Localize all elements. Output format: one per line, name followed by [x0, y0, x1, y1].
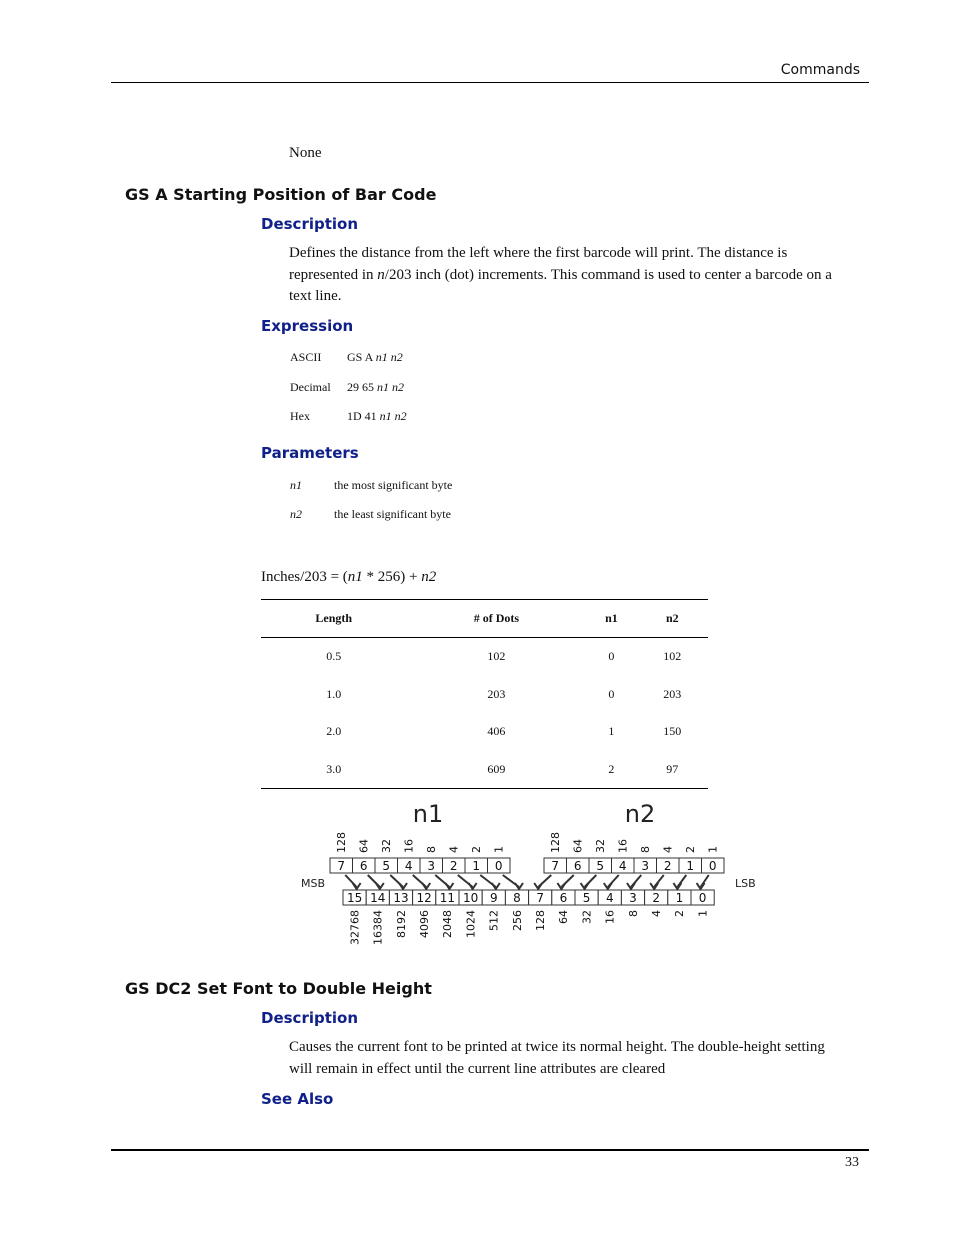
n2-label: n2 [624, 800, 656, 828]
expression-value: 29 65 [347, 380, 374, 394]
table-header-row [261, 600, 708, 638]
byte-weight-label: 8 [425, 846, 439, 853]
msb-label: MSB [301, 877, 326, 890]
table-cell: 1 [608, 724, 615, 739]
byte-weight-label: 32 [380, 839, 394, 853]
description-italic-n: n [377, 266, 385, 283]
running-header: Commands [780, 62, 860, 78]
description-text-1: Defines the distance from the left where the first barcode will print. The distance is represented in [289, 245, 788, 283]
header-rule [111, 82, 869, 83]
table-row [261, 638, 708, 676]
byte-weight-label: 128 [335, 832, 349, 853]
word-bit-label: 1 [675, 891, 684, 905]
word-weight-label: 16384 [371, 910, 385, 945]
table-cell: 97 [637, 751, 708, 789]
byte-weight-label: 4 [661, 846, 675, 853]
dots-table [261, 599, 708, 789]
byte-weight-label: 1 [706, 846, 720, 853]
word-bit-label: 2 [652, 891, 661, 905]
description-paragraph-2: Causes the current font to be printed at twice its normal height. The double-height setting will remain in effect until the current line attributes are cleared [289, 1039, 825, 1077]
section-title-gs-a: GS A Starting Position of Bar Code [125, 185, 437, 204]
formula [261, 569, 436, 586]
table-row [261, 676, 708, 714]
formula-n1: n1 [347, 569, 363, 585]
description-paragraph [289, 243, 849, 308]
bit-arrow [701, 875, 709, 887]
byte-weight-label: 64 [571, 839, 585, 853]
parameter-row-n2 [290, 507, 451, 522]
n1-label: n1 [412, 800, 444, 828]
word-bit-label: 14 [370, 891, 386, 905]
word-bit-label: 15 [346, 891, 363, 905]
word-weight-label: 32768 [348, 910, 362, 945]
byte-bit-label: 0 [708, 859, 717, 873]
word-weight-label: 4 [650, 910, 664, 917]
byte-bit-label: 3 [641, 859, 650, 873]
word-weight-label: 8192 [394, 910, 408, 938]
word-weight-label: 64 [557, 910, 571, 924]
word-bit-label: 11 [439, 891, 456, 905]
parameter-desc: the most significant byte [334, 478, 453, 492]
parameters-heading: Parameters [261, 444, 359, 462]
byte-bit-label: 1 [686, 859, 695, 873]
byte-bit-label: 6 [359, 859, 368, 873]
byte-bit-label: 4 [618, 859, 627, 873]
page-number: 33 [845, 1155, 859, 1170]
word-weight-label: 2048 [441, 910, 455, 938]
word-bit-label: 10 [462, 891, 479, 905]
byte-weight-label: 1 [492, 846, 506, 853]
table-cell: 203 [487, 686, 506, 701]
bit-order-diagram [260, 798, 768, 946]
expression-heading: Expression [261, 317, 354, 335]
word-bit-label: 8 [513, 891, 521, 905]
word-weight-label: 2 [673, 910, 687, 917]
word-weight-label: 128 [534, 910, 548, 931]
formula-middle: * 256) + [362, 569, 422, 585]
table-cell: 3.0 [261, 751, 407, 789]
word-bit-label: 6 [559, 891, 568, 905]
byte-weight-label: 16 [616, 839, 630, 853]
table-cell: 0.5 [326, 649, 342, 664]
word-bit-label: 0 [698, 891, 707, 905]
byte-weight-label: 2 [470, 846, 484, 853]
byte-bit-label: 5 [596, 859, 605, 873]
parameter-desc: the least significant byte [334, 507, 451, 521]
expression-label: Decimal [290, 380, 331, 394]
table-cell: 406 [487, 724, 506, 739]
table-cell: 609 [407, 751, 587, 789]
table-cell: 0 [608, 686, 615, 701]
table-cell: 2 [586, 751, 636, 789]
table-header: n2 [637, 600, 708, 638]
parameter-name: n2 [290, 507, 302, 521]
expression-args: n1 n2 [375, 350, 403, 364]
expression-row-decimal [290, 380, 404, 395]
table-cell: 203 [663, 686, 682, 701]
parameter-row-n1 [290, 478, 452, 493]
table-cell: 102 [663, 649, 682, 664]
parameter-name: n1 [290, 478, 302, 492]
byte-weight-label: 128 [549, 832, 563, 853]
footer-rule [111, 1149, 869, 1151]
table-header: Length [261, 600, 407, 638]
table-header: n1 [586, 600, 636, 638]
byte-bit-label: 7 [551, 859, 560, 873]
word-bit-label: 13 [393, 891, 409, 905]
word-bit-label: 4 [605, 891, 614, 905]
byte-weight-label: 64 [357, 839, 371, 853]
byte-weight-label: 2 [684, 846, 698, 853]
none-text: None [289, 145, 322, 161]
byte-bit-label: 1 [472, 859, 481, 873]
expression-value: GS A [347, 350, 373, 364]
word-bit-label: 5 [582, 891, 591, 905]
byte-weight-label: 8 [639, 846, 653, 853]
byte-bit-label: 7 [337, 859, 346, 873]
expression-args: n1 n2 [377, 380, 404, 394]
byte-bit-label: 6 [573, 859, 582, 873]
word-weight-label: 1024 [464, 910, 478, 938]
byte-bit-label: 0 [494, 859, 503, 873]
formula-prefix: Inches/203 = ( [261, 569, 348, 585]
word-weight-label: 256 [510, 910, 524, 931]
byte-bit-label: 5 [382, 859, 391, 873]
bit-arrow [677, 875, 686, 887]
expression-args: n1 n2 [379, 409, 407, 423]
description-heading: Description [261, 215, 359, 233]
word-bit-label: 3 [629, 891, 637, 905]
byte-weight-label: 16 [402, 839, 416, 853]
word-bit-label: 12 [416, 891, 432, 905]
table-row [261, 713, 708, 751]
word-weight-label: 512 [487, 910, 501, 931]
table-cell: 1.0 [326, 686, 342, 701]
byte-weight-label: 4 [447, 846, 461, 853]
table-cell: 2.0 [326, 724, 342, 739]
lsb-label: LSB [735, 877, 756, 890]
word-weight-label: 32 [580, 910, 594, 924]
word-weight-label: 4096 [418, 910, 432, 938]
table-cell: 150 [663, 724, 682, 739]
byte-bit-label: 2 [663, 859, 672, 873]
table-cell: 102 [487, 649, 506, 664]
byte-bit-label: 3 [427, 859, 436, 873]
description-text-2: /203 inch (dot) increments. This command is used to center a barcode on a text line. [289, 266, 832, 304]
word-bit-label: 7 [536, 891, 545, 905]
table-header: # of Dots [407, 600, 587, 638]
expression-label: ASCII [290, 350, 322, 364]
byte-weight-label: 32 [594, 839, 608, 853]
expression-value: 1D 41 [347, 409, 377, 423]
word-bit-label: 9 [489, 891, 498, 905]
expression-row-ascii [290, 350, 403, 365]
description-heading-2: Description [261, 1009, 359, 1027]
word-weight-label: 16 [603, 910, 617, 924]
word-weight-label: 1 [696, 910, 710, 917]
formula-n2: n2 [421, 569, 437, 585]
table-row [261, 751, 708, 789]
word-weight-label: 8 [626, 910, 640, 917]
see-also-heading: See Also [261, 1090, 334, 1108]
section-title-gs-dc2: GS DC2 Set Font to Double Height [125, 979, 432, 998]
expression-label: Hex [290, 409, 310, 423]
table-cell: 0 [608, 649, 615, 664]
byte-bit-label: 2 [449, 859, 458, 873]
expression-row-hex [290, 409, 407, 424]
byte-bit-label: 4 [404, 859, 413, 873]
